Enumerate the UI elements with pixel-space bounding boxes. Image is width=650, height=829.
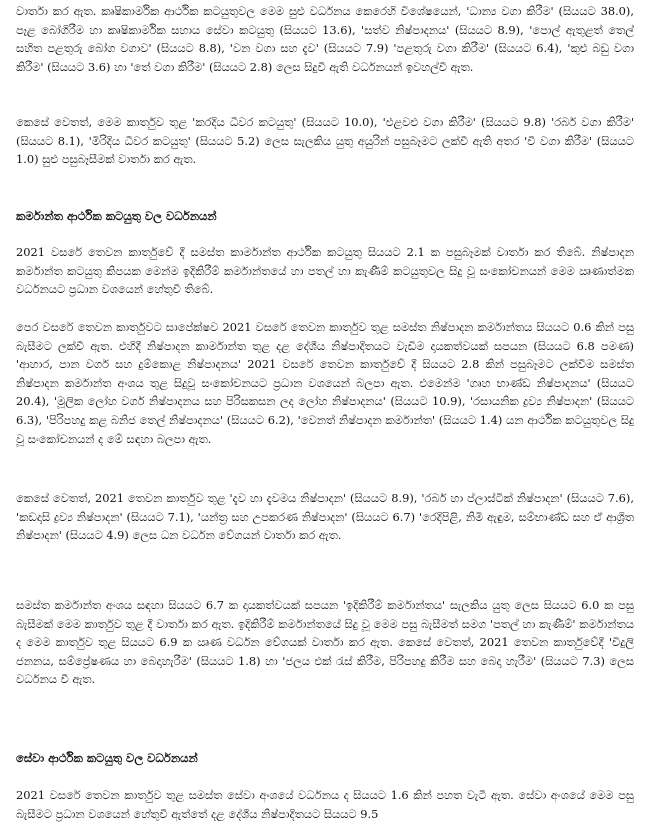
industry-section-heading: කර්මාන්ත ආර්ථික කටයුතු වල වර්ධනයන් xyxy=(16,209,217,223)
industry-overview-paragraph: 2021 වසරේ තෙවන කාර්තුවේ දී සමස්ත කාර්මාන්ත ආර්ථික කටයුතු සියයට 2.1 ක පසුබෑමක් වාර්තා කර තිබේ. නිෂ්පාදන කර්මාන්ත කටයුතු කිපයක මෙන්ම ඉදිකිරීම් කර්මාන්තයේ හා පතල් හා කැණීම් කටයුතුවල සිදු වූ සංකෝචනයන් මෙම ඍණාත්මක වර්ධනයට ප්‍රධාන වශයෙන් හේතුවී තිබේ. xyxy=(16,245,634,297)
services-section-heading: සේවා ආර්ථික කටයුතු වල වර්ධනයන් xyxy=(16,751,198,765)
manufacturing-paragraph: පෙර වසරේ තෙවන කාර්තුවට සාපේක්ෂව 2021 වසරේ තෙවන කාර්තුව තුළ සමස්ත නිෂ්පාදන කර්මාන්තය සියයට 0.6 කින් පසු බැසීමට ලක්වී ඇත. එහිදී නිෂ්පාදන කාර්මාන්ත තුළ දළ දේශීය නිෂ්පාදිතයට වැඩිම දායකත්වයක් සපයන (සියයට 6.8 පමණ) 'ආහාර, පාන වර්ග සහ දුම්කොළ නිෂ්පාදනය' 2021 වසරේ තෙවන කාර්තුවේ දී සියයට 2.8 කින් පසුබෑමට ලක්වීම සමස්ත නිෂ්පාදන කර්මාන්ත අංශය තුළ සිදුවූ සංකෝචනයට ප්‍රධාන වශයෙන් බලපා ඇත. එමෙන්ම 'ගෘහ භාණ්ඩ නිෂ්පාදනය' (සියයට 20.4), 'මූලික ලෝහ වර්ග නිෂ්පාදනය සහ පිරිසකසන ලද ලෝහ නිෂ්පාදනය' (සියයට 10.9), 'රසායනික ද්‍රව්‍ය නිෂ්පාදන' (සියයට 6.3), 'පිරිපහදු කළ බනිජ තෙල් නිෂ්පාදනය' (සියයට 6.2), 'වෙනත් නිෂ්පාදන කර්මාන්ත' (සියයට 1.4) යන ආර්ථික කටයුතුවල සිදු වූ සංකෝචනයන් ද මේ සඳහා බලපා ඇත. xyxy=(16,320,634,446)
agriculture-growth-paragraph: වාර්තා කර ඇත. කෘෂිකාර්මික ආර්ථික කටයුතුවල මෙම සුළු වර්ධනය කෙරෙහි විශේෂයෙන්, 'ධාන්‍ය වගා කිරීම' (සියයට 38.0), පෑළ බෝගිරීම හා කෘෂිකාර්මික සහාය සේවා කටයුතු (සියයට 13.6), 'සත්ව නිෂ්පාදනය' (සියයට 8.9), 'පොල් ඇතුළත් තෙල් සහිත පළතුරු බෝග වගාව' (සියයට 8.8), 'වන වගා සහ දැව' (සියයට 7.9) 'පළතුරු වගා කිරීම' (සියයට 6.4), 'කුළු බඩු වගා කිරීම' (සියයට 3.6) හා 'තේ වගා කිරීම' (සියයට 2.8) ලෙස සිදුවී ඇති වර්ධනයන් ඉවහල්වී ඇත. xyxy=(16,4,634,74)
manufacturing-growth-paragraph: කෙසේ වෙතත්, 2021 තෙවන කාර්තුව තුළ 'දැව හා දැවමය නිෂ්පාදන' (සියයට 8.9), 'රබර් හා ප්ලාස්ටික් නිෂ්පාදන' (සියයට 7.6), 'කඩදාසි ද්‍රව්‍ය නිෂ්පාදන' (සියයට 7.1), 'යන්ත්‍ර සහ උපකරණ නිෂ්පාදන' (සියයට 6.7) 'රෙදිපිළි, නිමි ඇඳුම, සම්භාණ්ඩ සහ ඒ ආශ්‍රිත නිෂ්පාදන' (සියයට 4.9) ලෙස ධන වර්ධන වේගයන් වාර්තා කර ඇත. xyxy=(16,491,634,543)
construction-mining-paragraph: සමස්ත කර්මාන්ත අංශය සඳහා සියයට 6.7 ක දායකත්වයක් සපයන 'ඉදිකිරීම් කර්මාන්තය' සැලකිය යුතු ලෙස සියයට 6.0 ක පසු බැසීමක් මෙම කාර්තුව තුළ දී වාර්තා කර ඇත. ඉදිකිරීම් කර්මාන්තයේ සිදු වූ මෙම පසු බැසීමත් සමග 'පතල් හා කැණීම්' කර්මාන්තය ද මෙම කාර්තුව තුළ සියයට 6.9 ක ඍණ වර්ධන වේගයක් වාර්තා කර ඇත. කෙසේ වෙතත්, 2021 තෙවන කාර්තුවේදී 'විදුලි ජනනය, සම්ප්‍රේෂණය හා බෙදාහැරීම' (සියයට 1.8) හා 'ජලය එක් රැස් කිරීම, පිරිපහදු කිරීම සහ බෙදා හැරීම' (සියයට 7.3) ලෙස වර්ධනය වී ඇත. xyxy=(16,598,634,687)
agriculture-decline-paragraph: කෙසේ වෙතත්, මෙම කාර්තුව තුළ 'කරදිය ධීවර කටයුතු' (සියයට 10.0), 'එළවළු වගා කිරීම' (සියයට 9.8) 'රබර් වගා කිරීම' (සියයට 8.1), 'මිරිදිය ධීවර කටයුතු' (සියයට 5.2) ලෙස සැලකිය යුතු අයුරින් පසුබෑමට ලක්වී ඇති අතර 'වී වගා කිරීම' (සියයට 1.0) සුළු පසුබෑසීමක් වාර්තා කර ඇත. xyxy=(16,115,634,167)
services-overview-paragraph: 2021 වසරේ තෙවන කාර්තුව තුළ සමස්ත සේවා අංශයේ වර්ධනය ද සියයට 1.6 කින් පහත වැටී ඇත. සේවා අංශයේ මෙම පසු බැසීමට ප්‍රධාන වශයෙන් හේතුවී ඇත්තේ දළ දේශීය නිෂ්පාදිතයට සියයට 9.5 xyxy=(16,788,634,821)
